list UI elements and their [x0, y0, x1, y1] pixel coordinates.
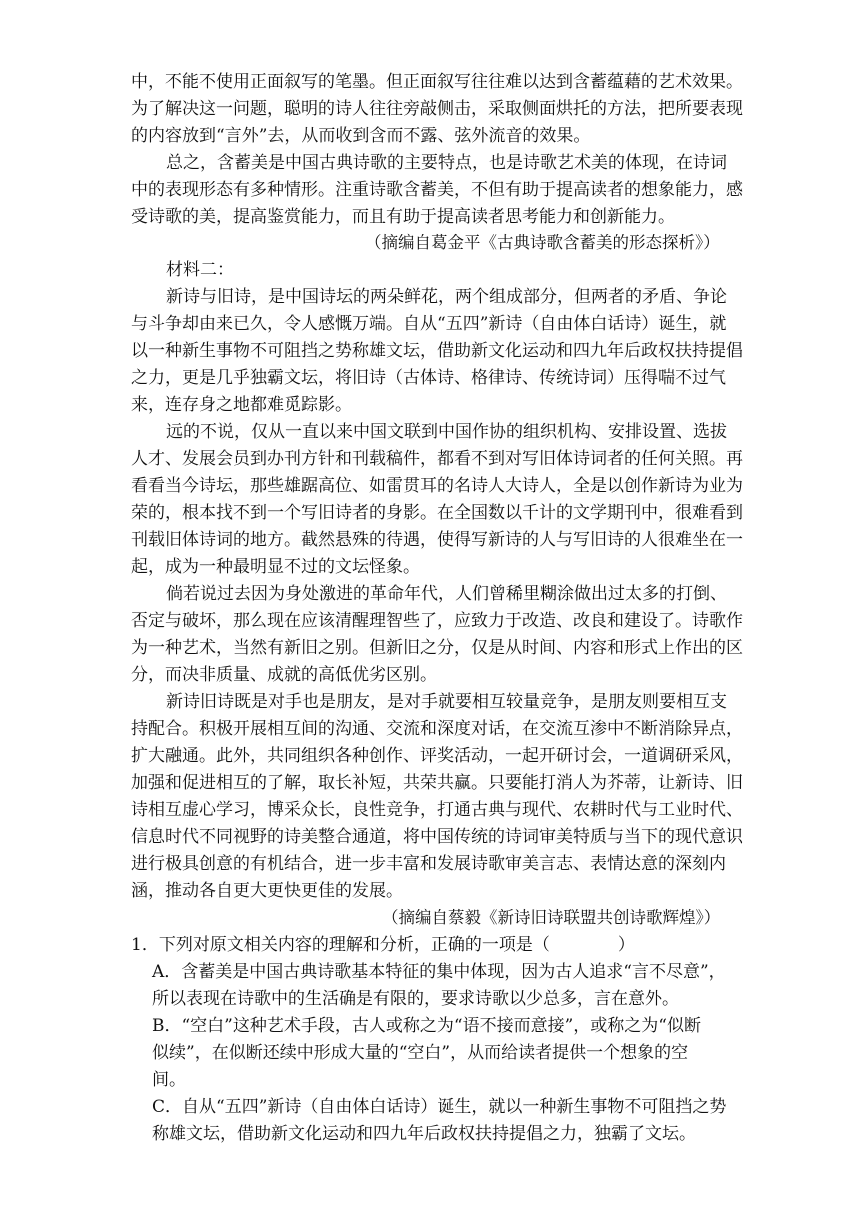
text-line: 刊载旧体诗词的地方。截然悬殊的待遇，使得写新诗的人与写旧诗的人很难坐在一: [131, 530, 743, 550]
text-line: 倘若说过去因为身处激进的革命年代，人们曾稀里糊涂做出过太多的打倒、: [166, 584, 727, 604]
option-c-line: C．自从“五四”新诗（自由体白话诗）诞生，就以一种新生事物不可阻挡之势: [152, 1097, 727, 1117]
text-line: 涵，推动各自更大更快更佳的发展。: [131, 881, 403, 901]
text-line: 新诗旧诗既是对手也是朋友，是对手就要相互较量竞争，是朋友则要相互支: [166, 692, 727, 712]
text-line: 为了解决这一问题，聪明的诗人往往旁敲侧击，采取侧面烘托的方法，把所要表现: [131, 99, 743, 119]
question-stem-text: 1．下列对原文相关内容的理解和分析，正确的一项是（: [131, 935, 550, 955]
text-line: 诗相互虚心学习，博采众长，良性竞争，打通古典与现代、农耕时代与工业时代、: [131, 800, 743, 820]
text-line: 为一种艺术，当然有新旧之别。但新旧之分，仅是从时间、内容和形式上作出的区: [131, 638, 743, 658]
question-stem: [131, 933, 635, 957]
text-line: 远的不说，仅从一直以来中国文联到中国作协的组织机构、安排设置、选拔: [166, 422, 727, 442]
text-line: 扩大融通。此外，共同组织各种创作、评奖活动，一起开研讨会，一道调研采风，: [131, 746, 743, 766]
text-line: 与斗争却由来已久，令人感慨万端。自从“五四”新诗（自由体白话诗）诞生，就: [131, 314, 727, 334]
text-line: 看看当今诗坛，那些雄踞高位、如雷贯耳的名诗人大诗人，全是以创作新诗为业为: [131, 476, 743, 496]
text-line: 来，连存身之地都难觅踪影。: [131, 395, 352, 415]
source-citation: （摘编自葛金平《古典诗歌含蓄美的形态探析》）: [365, 233, 720, 252]
text-line: 持配合。积极开展相互间的沟通、交流和深度对话，在交流互渗中不断消除异点，: [131, 719, 743, 739]
section-heading: 材料二：: [166, 260, 234, 280]
text-line: 的内容放到“言外”去，从而收到含而不露、弦外流音的效果。: [131, 126, 591, 146]
option-b-line: 间。: [152, 1070, 186, 1090]
text-line: 总之，含蓄美是中国古典诗歌的主要特点，也是诗歌艺术美的体现，在诗词: [166, 153, 727, 173]
text-line: 加强和促进相互的了解，取长补短，共荣共赢。只要能打消人为芥蒂，让新诗、旧: [131, 773, 743, 793]
text-line: 否定与破坏，那么现在应该清醒理智些了，应致力于改造、改良和建设了。诗歌作: [131, 611, 743, 631]
option-a-line: A．含蓄美是中国古典诗歌基本特征的集中体现，因为古人追求“言不尽意”，: [152, 962, 726, 982]
text-line: 进行极具创意的有机结合，进一步丰富和发展诗歌审美言志、表情达意的深刻内: [131, 854, 726, 874]
text-line: 起，成为一种最明显不过的文坛怪象。: [131, 557, 420, 577]
option-c-line: 称雄文坛，借助新文化运动和四九年后政权扶持提倡之力，独霸了文坛。: [152, 1124, 696, 1144]
text-line: 分，而决非质量、成就的高低优劣区别。: [131, 665, 437, 685]
option-a-line: 所以表现在诗歌中的生活确是有限的，要求诗歌以少总多，言在意外。: [152, 989, 679, 1009]
text-line: 新诗与旧诗，是中国诗坛的两朵鲜花，两个组成部分，但两者的矛盾、争论: [166, 287, 727, 307]
text-line: 信息时代不同视野的诗美整合通道，将中国传统的诗词审美特质与当下的现代意识: [131, 827, 743, 847]
option-b-line: 似续”，在似断还续中形成大量的“空白”，从而给读者提供一个想象的空: [152, 1043, 689, 1063]
text-line: 人才、发展会员到办刊方针和刊载稿件，都看不到对写旧体诗词者的任何关照。再: [131, 449, 743, 469]
source-citation: （摘编自蔡毅《新诗旧诗联盟共创诗歌辉煌》）: [382, 908, 721, 927]
text-line: 受诗歌的美，提高鉴赏能力，而且有助于提高读者思考能力和创新能力。: [131, 207, 675, 227]
text-line: 以一种新生事物不可阻挡之势称雄文坛，借助新文化运动和四九年后政权扶持提倡: [131, 341, 743, 361]
question-stem-close: ）: [617, 935, 635, 955]
text-line: 荣的，根本找不到一个写旧诗者的身影。在全国数以千计的文学期刊中，很难看到: [131, 503, 743, 523]
option-b-line: B．“空白”这种艺术手段，古人或称之为“语不接而意接”，或称之为“似断: [152, 1016, 701, 1036]
text-line: 中的表现形态有多种情形。注重诗歌含蓄美，不但有助于提高读者的想象能力，感: [131, 180, 743, 200]
text-line: 中，不能不使用正面叙写的笔墨。但正面叙写往往难以达到含蓄蕴藉的艺术效果。: [131, 72, 743, 92]
text-line: 之力，更是几乎独霸文坛，将旧诗（古体诗、格律诗、传统诗词）压得喘不过气: [131, 368, 726, 388]
